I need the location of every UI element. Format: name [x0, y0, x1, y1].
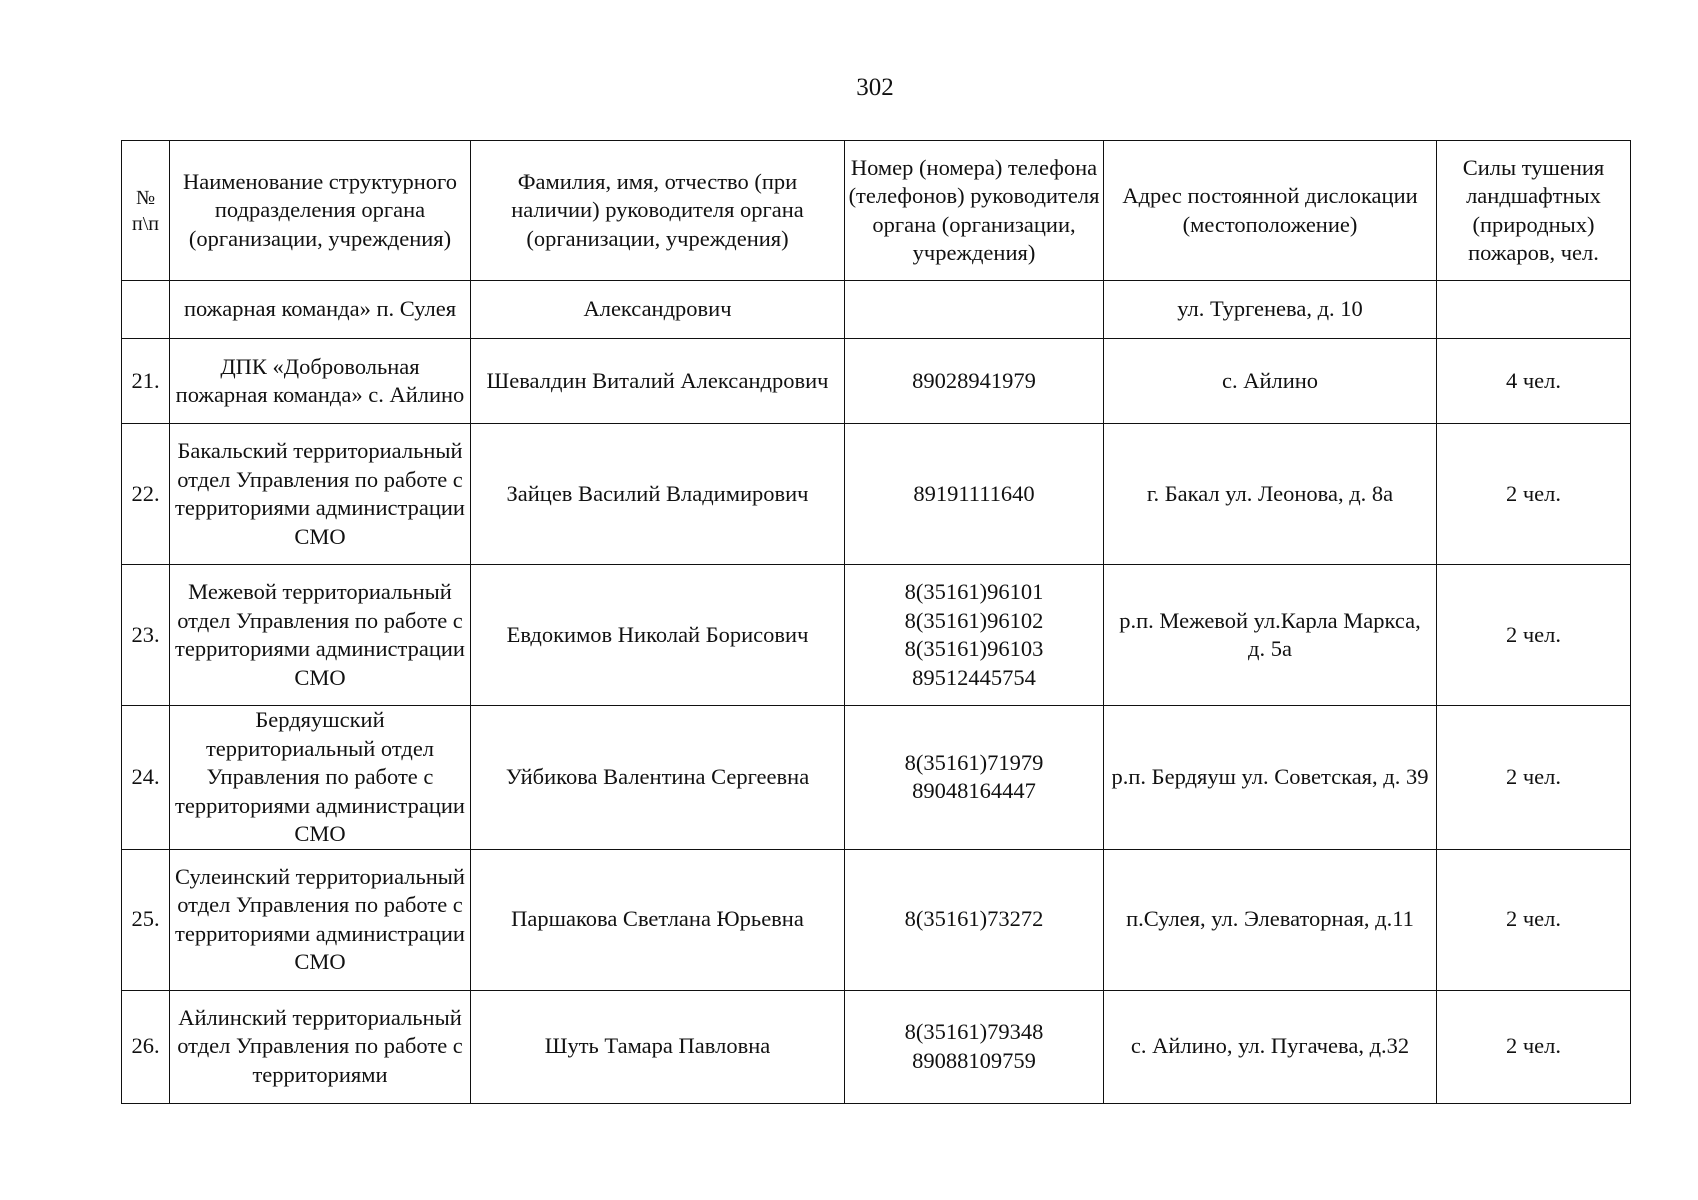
cell-number: 23. — [122, 565, 170, 706]
cell-unit-name: пожарная команда» п. Сулея — [170, 281, 471, 339]
cell-number: 24. — [122, 706, 170, 850]
cell-forces: 2 чел. — [1437, 565, 1631, 706]
cell-forces: 2 чел. — [1437, 706, 1631, 850]
phone-number: 8(35161)79348 — [904, 1019, 1044, 1044]
cell-number: 22. — [122, 424, 170, 565]
cell-unit-name: ДПК «Добровольная пожарная команда» с. Айлино — [170, 339, 471, 424]
phone-number: 89028941979 — [912, 367, 1036, 393]
cell-unit-name: Бердяушский территориальный отдел Управления по работе с территориями администрации СМО — [170, 706, 471, 850]
cell-head-name: Шуть Тамара Павловна — [471, 990, 845, 1103]
cell-head-name: Уйбикова Валентина Сергеевна — [471, 706, 845, 850]
table-row — [122, 339, 1631, 424]
cell-address: п.Сулея, ул. Элеваторная, д.11 — [1104, 849, 1437, 990]
table-row-continuation — [122, 281, 1631, 339]
cell-address: с. Айлино, ул. Пугачева, д.32 — [1104, 990, 1437, 1103]
phone-number: 89191111640 — [913, 480, 1035, 506]
cell-number — [122, 281, 170, 339]
cell-forces: 2 чел. — [1437, 849, 1631, 990]
cell-head-name: Евдокимов Николай Борисович — [471, 565, 845, 706]
cell-number: 21. — [122, 339, 170, 424]
page-number: 302 — [856, 74, 894, 101]
cell-phone — [845, 706, 1104, 850]
cell-head-name: Зайцев Василий Владимирович — [471, 424, 845, 565]
cell-number: 25. — [122, 849, 170, 990]
cell-unit-name: Сулеинский территориальный отдел Управления по работе с территориями администрации СМО — [170, 849, 471, 990]
phone-number: 8(35161)96103 — [904, 636, 1044, 661]
table-header-row — [122, 141, 1631, 281]
table-row — [122, 849, 1631, 990]
fire-forces-table — [121, 140, 1631, 1104]
header-head-name: Фамилия, имя, отчество (при наличии) руководителя органа (организации, учреждения) — [471, 141, 845, 281]
cell-phone — [845, 339, 1104, 424]
cell-unit-name: Айлинский территориальный отдел Управления по работе с территориями — [170, 990, 471, 1103]
cell-forces: 2 чел. — [1437, 424, 1631, 565]
phone-number: 89512445754 — [912, 664, 1036, 690]
cell-forces: 2 чел. — [1437, 990, 1631, 1103]
phone-number: 89088109759 — [912, 1047, 1036, 1073]
cell-address: р.п. Межевой ул.Карла Маркса, д. 5а — [1104, 565, 1437, 706]
table-row — [122, 990, 1631, 1103]
phone-number: 8(35161)96101 — [904, 579, 1044, 604]
table-row — [122, 424, 1631, 565]
cell-head-name: Паршакова Светлана Юрьевна — [471, 849, 845, 990]
cell-phone — [845, 849, 1104, 990]
header-unit-name: Наименование структурного подразделения органа (организации, учреждения) — [170, 141, 471, 281]
header-number: № п\п — [122, 141, 170, 281]
phone-number: 8(35161)73272 — [904, 906, 1044, 932]
cell-address: р.п. Бердяуш ул. Советская, д. 39 — [1104, 706, 1437, 850]
phone-number: 8(35161)96102 — [904, 607, 1044, 633]
cell-address: г. Бакал ул. Леонова, д. 8а — [1104, 424, 1437, 565]
cell-forces — [1437, 281, 1631, 339]
cell-phone — [845, 281, 1104, 339]
cell-address: с. Айлино — [1104, 339, 1437, 424]
cell-phone — [845, 990, 1104, 1103]
cell-head-name: Шевалдин Виталий Александрович — [471, 339, 845, 424]
table-row — [122, 565, 1631, 706]
cell-phone — [845, 424, 1104, 565]
header-address: Адрес постоянной дислокации (местоположение) — [1104, 141, 1437, 281]
cell-unit-name: Межевой территориальный отдел Управления по работе с территориями администрации СМО — [170, 565, 471, 706]
cell-forces: 4 чел. — [1437, 339, 1631, 424]
cell-head-name: Александрович — [471, 281, 845, 339]
header-phone: Номер (номера) телефона (телефонов) руководителя органа (организации, учреждения) — [845, 141, 1104, 281]
cell-unit-name: Бакальский территориальный отдел Управления по работе с территориями администрации СМО — [170, 424, 471, 565]
table-row — [122, 706, 1631, 850]
phone-number: 89048164447 — [912, 778, 1036, 804]
cell-phone — [845, 565, 1104, 706]
phone-number: 8(35161)71979 — [904, 749, 1044, 775]
cell-address: ул. Тургенева, д. 10 — [1104, 281, 1437, 339]
cell-number: 26. — [122, 990, 170, 1103]
header-forces: Силы тушения ландшафтных (природных) пожаров, чел. — [1437, 141, 1631, 281]
